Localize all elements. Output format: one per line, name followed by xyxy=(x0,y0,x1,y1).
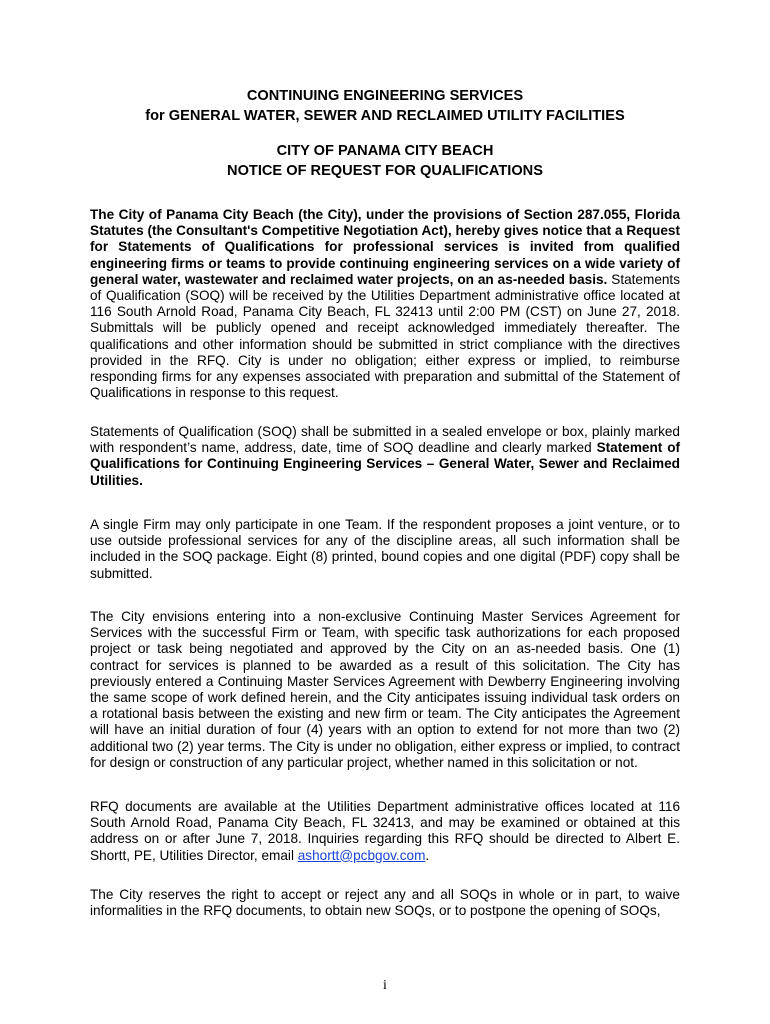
title-line-3: CITY OF PANAMA CITY BEACH xyxy=(276,143,494,159)
title-line-4: NOTICE OF REQUEST FOR QUALIFICATIONS xyxy=(227,163,543,179)
paragraph-5-end: . xyxy=(425,847,430,863)
paragraph-1-bold: The City of Panama City Beach (the City), under the provisions of Section 287.055, Florida Statutes (the Consultant's Competitive Negotiation Act), hereby gives notice that a Request for Statements of Qualifications for professional services is invited from qualified engineering firms or teams to provide continuing engineering services on a wide variety of general water, wastewater and reclaimed water projects, on an as-needed basis. xyxy=(90,207,680,287)
paragraph-5 xyxy=(90,799,680,864)
paragraph-3: A single Firm may only participate in one Team. If the respondent proposes a joint venture, or to use outside professional services for any of the discipline areas, all such information shall be included in the SOQ package. Eight (8) printed, bound copies and one digital (PDF) copy shall be submitted. xyxy=(90,517,680,581)
paragraph-4: The City envisions entering into a non-exclusive Continuing Master Services Agreement for Services with the successful Firm or Team, with specific task authorizations for each proposed project or task being negotiated and approved by the City on an as-needed basis. One (1) contract for services is planned to be awarded as a result of this solicitation. The City has previously entered a Continuing Master Services Agreement with Dewberry Engineering involving the same scope of work defined herein, and the City anticipates issuing individual task orders on a rotational basis between the existing and new firm or team. The City anticipates the Agreement will have an initial duration of four (4) years with an option to extend for not more than two (2) additional two (2) year terms. The City is under no obligation, either express or implied, to contract for design or construction of any particular project, whether named in this solicitation or not. xyxy=(90,609,680,770)
paragraph-2-text: Statements of Qualification (SOQ) shall be submitted in a sealed envelope or box, plainly marked with respondent’s name, address, date, time of SOQ deadline and clearly marked xyxy=(90,424,680,456)
page-number: i xyxy=(383,978,387,993)
title-line-2: for GENERAL WATER, SEWER AND RECLAIMED UTILITY FACILITIES xyxy=(145,108,625,124)
paragraph-2 xyxy=(90,424,680,489)
paragraph-1 xyxy=(90,207,680,401)
paragraph-2-bold: Statement of Qualifications for Continuing Engineering Services – General Water, Sewer and Reclaimed Utilities. xyxy=(90,440,681,488)
paragraph-1-text: Statements of Qualification (SOQ) will be received by the Utilities Department administrative office located at 116 South Arnold Road, Panama City Beach, FL 32413 until 2:00 PM (CST) on June 27, 2018. Submittals will be publicly opened and receipt acknowledged immediately thereafter. The qualifications and other information should be submitted in strict compliance with the directives provided in the RFQ. City is under no obligation; either express or implied, to reimburse responding firms for any expenses associated with preparation and submittal of the Statement of Qualifications in response to this request. xyxy=(90,271,681,401)
email-link[interactable]: ashortt@pcbgov.com xyxy=(297,847,426,863)
paragraph-6: The City reserves the right to accept or reject any and all SOQs in whole or in part, to waive informalities in the RFQ documents, to obtain new SOQs, or to postpone the opening of SOQs, xyxy=(90,887,680,919)
paragraph-5-text: RFQ documents are available at the Utilities Department administrative offices located at 116 South Arnold Road, Panama City Beach, FL 32413, and may be examined or obtained at this address on or after June 7, 2018. Inquiries regarding this RFQ should be directed to Albert E. Shortt, PE, Utilities Director, email xyxy=(90,799,680,863)
title-line-1: CONTINUING ENGINEERING SERVICES xyxy=(246,88,524,104)
